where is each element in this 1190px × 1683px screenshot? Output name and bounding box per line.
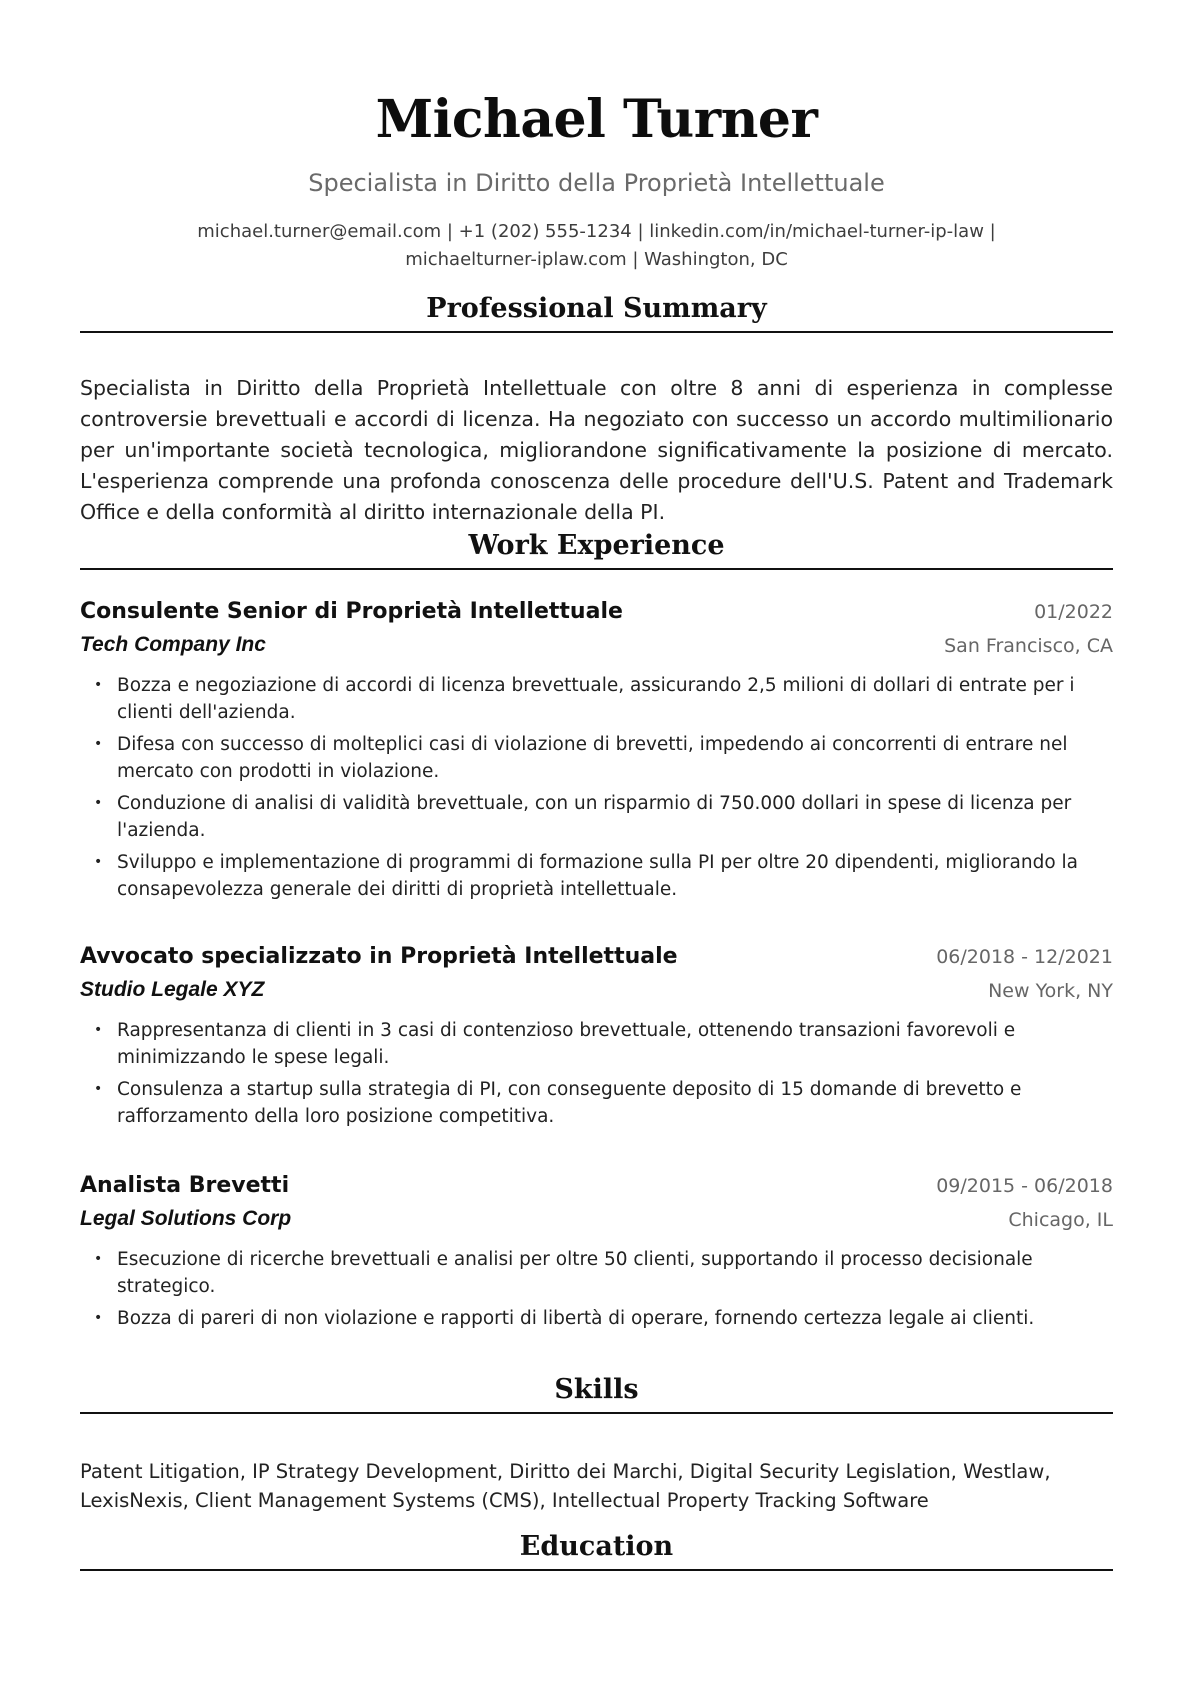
job-entry — [80, 941, 1113, 1135]
skills-heading: Skills — [80, 1370, 1113, 1414]
job-bullets — [80, 1246, 1113, 1332]
job-title: Analista Brevetti — [80, 1173, 290, 1198]
summary-text: Specialista in Diritto della Proprietà Intellettuale con oltre 8 anni di esperienza in complesse controversie brevettuali e accordi di licenza. Ha negoziato con successo un accordo multimilionario per un'importante società tecnologica, migliorandone significativamente la posizione di mercato. L'esperienza comprende una profonda conoscenza delle procedure dell'U.S. Patent and Trademark Office e della conformità al diritto internazionale della PI. — [80, 376, 1113, 524]
job-entry — [80, 1170, 1113, 1337]
job-bullet: • Rappresentanza di clienti in 3 casi di contenzioso brevettuale, ottenendo transazioni favorevoli e minimizzando le spese legali. — [80, 1017, 1113, 1071]
contact-line-2: michaelturner-iplaw.com | Washington, DC — [405, 249, 788, 270]
job-date: 01/2022 — [1034, 601, 1113, 623]
job-bullets — [80, 672, 1113, 903]
candidate-name: Michael Turner — [375, 89, 818, 150]
job-title-row — [80, 1170, 1113, 1204]
job-company-row — [80, 1204, 1113, 1238]
job-company-row — [80, 630, 1113, 664]
job-title-row — [80, 596, 1113, 630]
job-title-row — [80, 941, 1113, 975]
experience-heading: Work Experience — [80, 526, 1113, 570]
job-bullets — [80, 1017, 1113, 1130]
job-location: New York, NY — [988, 980, 1113, 1002]
job-bullet: • Bozza e negoziazione di accordi di licenza brevettuale, assicurando 2,5 milioni di dollari di entrate per i clienti dell'azienda. — [80, 672, 1113, 726]
candidate-headline: Specialista in Diritto della Proprietà Intellettuale — [308, 169, 885, 197]
job-company-row — [80, 975, 1113, 1009]
job-date: 06/2018 - 12/2021 — [936, 946, 1113, 968]
job-bullet: • Consulenza a startup sulla strategia di PI, con conseguente deposito di 15 domande di brevetto e rafforzamento della loro posizione competitiva. — [80, 1076, 1113, 1130]
skills-text: Patent Litigation, IP Strategy Development, Diritto dei Marchi, Digital Security Legislation, Westlaw, LexisNexis, Client Management Systems (CMS), Intellectual Property Tracking Software — [80, 1460, 1051, 1512]
job-title: Avvocato specializzato in Proprietà Intellettuale — [80, 944, 678, 969]
job-date: 09/2015 - 06/2018 — [936, 1175, 1113, 1197]
contact-line-1: michael.turner@email.com | +1 (202) 555-1234 | linkedin.com/in/michael-turner-ip-law | — [197, 221, 996, 242]
job-entry — [80, 596, 1113, 908]
job-bullet: • Conduzione di analisi di validità brevettuale, con un risparmio di 750.000 dollari in spese di licenza per l'azienda. — [80, 790, 1113, 844]
company-name: Studio Legale XYZ — [80, 978, 265, 1001]
job-location: Chicago, IL — [1008, 1209, 1113, 1231]
company-name: Tech Company Inc — [80, 633, 266, 656]
job-title: Consulente Senior di Proprietà Intellettuale — [80, 599, 623, 624]
education-heading: Education — [80, 1527, 1113, 1571]
company-name: Legal Solutions Corp — [80, 1207, 292, 1230]
summary-heading: Professional Summary — [80, 289, 1113, 333]
contact-info — [80, 218, 1113, 274]
job-bullet: • Bozza di pareri di non violazione e rapporti di libertà di operare, fornendo certezza legale ai clienti. — [80, 1305, 1113, 1332]
job-bullet: • Esecuzione di ricerche brevettuali e analisi per oltre 50 clienti, supportando il processo decisionale strategico. — [80, 1246, 1113, 1300]
job-bullet: • Sviluppo e implementazione di programmi di formazione sulla PI per oltre 20 dipendenti, migliorando la consapevolezza generale dei diritti di proprietà intellettuale. — [80, 849, 1113, 903]
job-location: San Francisco, CA — [944, 635, 1113, 657]
job-bullet: • Difesa con successo di molteplici casi di violazione di brevetti, impedendo ai concorrenti di entrare nel mercato con prodotti in violazione. — [80, 731, 1113, 785]
